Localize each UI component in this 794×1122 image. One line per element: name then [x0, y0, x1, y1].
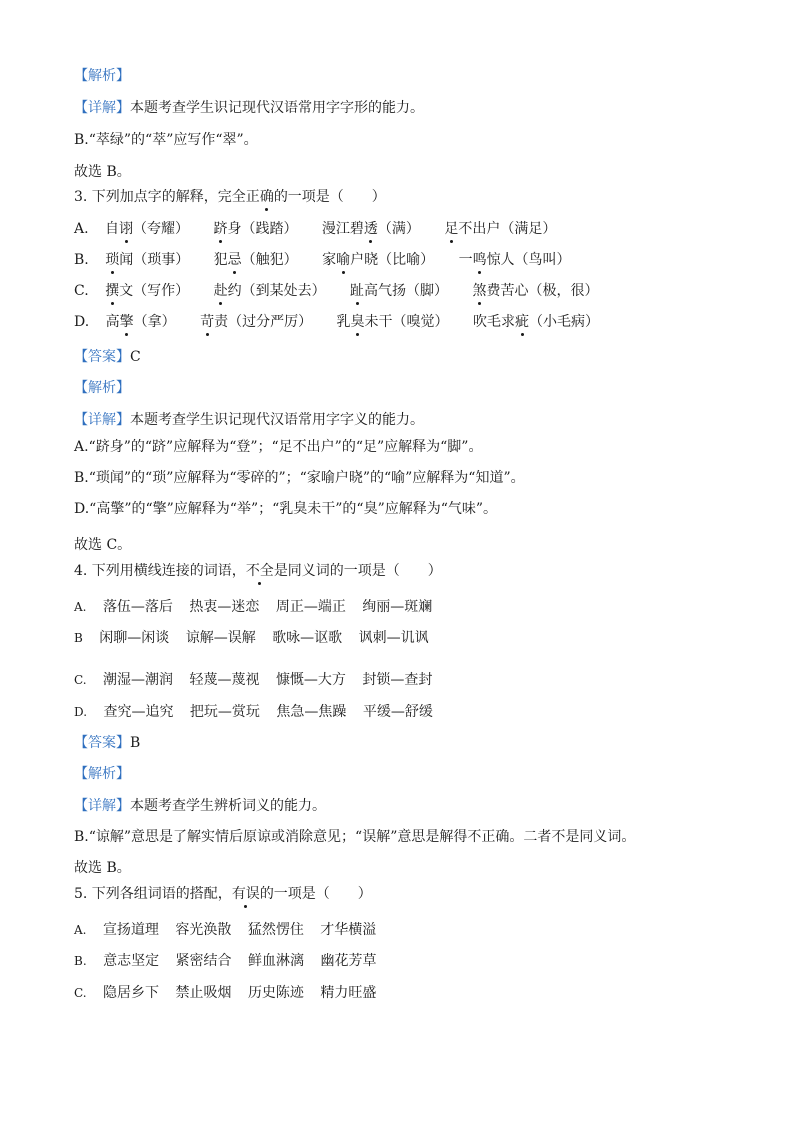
option-item: 焦急—焦躁: [276, 704, 347, 720]
option-item: 查究—追究: [103, 704, 174, 720]
option-item: 封锁—查封: [362, 672, 433, 688]
explanation-line: B.“谅解”意思是了解实情后原谅或消除意见；“误解”意思是解得不正确。二者不是同义词。: [74, 829, 636, 845]
option-item: 闲聊—闲谈: [99, 630, 170, 646]
option-item: 撰文（写作）: [105, 283, 190, 299]
question-3-stem: [74, 187, 386, 207]
analysis-tag: 【解析】: [74, 380, 130, 396]
option-item: 高擎（拿）: [105, 314, 176, 330]
option-item: 琐闻（琐事）: [105, 252, 190, 268]
option-label: C.: [74, 283, 89, 299]
detail-line: [74, 796, 326, 816]
option-item: 一鸣惊人（鸟叫）: [458, 252, 571, 268]
detail-text: 本题考查学生识记现代汉语常用字字义的能力。: [130, 412, 424, 428]
option-item: 历史陈迹: [247, 985, 304, 1001]
option-label: B.: [74, 252, 89, 268]
answer-tag: 【答案】: [74, 735, 130, 751]
stem-dotted: 有误: [231, 886, 260, 902]
option-item: 犯忌（触犯）: [213, 252, 298, 268]
option-item: 隐居乡下: [103, 985, 160, 1001]
q5-option-c: [74, 983, 376, 1003]
detail-text: 本题考查学生辨析词义的能力。: [130, 798, 326, 814]
option-item: 潮湿—潮润: [103, 672, 174, 688]
detail-tag: 【详解】: [74, 798, 130, 814]
option-label: C.: [74, 986, 87, 1000]
q5-option-b: [74, 951, 376, 971]
stem-post: 的一项是（ ）: [273, 189, 386, 205]
q3-option-a: [74, 219, 556, 239]
q4-answer-line: [74, 733, 140, 753]
option-label: A.: [74, 923, 87, 937]
option-item: 禁止吸烟: [175, 985, 232, 1001]
option-item: 慷慨—大方: [275, 672, 346, 688]
option-label: A.: [74, 600, 87, 614]
option-item: 鲜血淋漓: [248, 953, 304, 969]
stem-pre: 4. 下列用横线连接的词语，: [74, 563, 246, 579]
conclusion-line: 故选 B。: [74, 164, 131, 180]
option-item: 足不出户（满足）: [444, 221, 557, 237]
option-item: 绚丽—斑斓: [362, 599, 433, 615]
question-5-stem: [74, 884, 372, 904]
option-label: D.: [74, 314, 90, 330]
q3-option-b: [74, 250, 571, 270]
stem-pre: 5. 下列各组词语的搭配，: [74, 886, 232, 902]
detail-tag: 【详解】: [74, 412, 130, 428]
option-item: 精力旺盛: [320, 985, 377, 1001]
option-item: 容光涣散: [175, 922, 232, 938]
q4-option-b: [74, 628, 429, 648]
conclusion-line: 故选 C。: [74, 537, 132, 553]
question-4-stem: [74, 561, 442, 581]
option-item: 趾高气扬（脚）: [350, 283, 449, 299]
analysis-tag: 【解析】: [74, 68, 130, 84]
detail-line: [74, 98, 424, 118]
answer-tag: 【答案】: [74, 349, 130, 365]
option-item: 落伍—落后: [102, 599, 173, 615]
option-item: 自诩（夸耀）: [105, 221, 190, 237]
option-item: 热衷—迷恋: [189, 599, 260, 615]
option-item: 漫江碧透（满）: [321, 221, 420, 237]
option-label: B: [74, 631, 83, 645]
option-item: 轻蔑—蔑视: [189, 672, 260, 688]
stem-dotted: 不全: [245, 563, 274, 579]
option-item: 跻身（践踏）: [213, 221, 298, 237]
option-item: 才华横溢: [320, 922, 377, 938]
option-label: A.: [74, 221, 89, 237]
option-item: 幽花芳草: [320, 953, 377, 969]
q4-option-a: [74, 597, 432, 617]
option-item: 家喻户晓（比喻）: [322, 252, 435, 268]
option-item: 苛责（过分严厉）: [200, 314, 313, 330]
option-label: D.: [74, 705, 88, 719]
option-label: B.: [74, 954, 87, 968]
stem-post: 的一项是（ ）: [259, 886, 372, 902]
answer-value: C: [130, 349, 141, 365]
option-item: 吹毛求疵（小毛病）: [473, 314, 599, 330]
detail-tag: 【详解】: [74, 100, 130, 116]
option-item: 紧密结合: [175, 953, 232, 969]
answer-value: B: [130, 735, 141, 751]
option-item: 乳臭未干（嗅觉）: [336, 314, 449, 330]
option-item: 宣扬道理: [102, 922, 159, 938]
analysis-tag: 【解析】: [74, 766, 130, 782]
q3-option-d: [74, 312, 599, 332]
option-item: 谅解—误解: [185, 630, 256, 646]
option-item: 把玩—赏玩: [189, 704, 260, 720]
q4-option-d: [74, 702, 433, 722]
option-item: 意志坚定: [103, 953, 160, 969]
option-item: 猛然愣住: [247, 922, 304, 938]
stem-pre: 3. 下列加点字的解释，完全正: [74, 189, 260, 205]
option-item: 煞费苦心（极，很）: [472, 283, 599, 299]
explanation-line: B.“萃绿”的“萃”应写作“翠”。: [74, 132, 258, 148]
explanation-line: B.“琐闻”的“琐”应解释为“零碎的”；“家喻户晓”的“喻”应解释为“知道”。: [74, 470, 525, 486]
detail-text: 本题考查学生识记现代汉语常用字字形的能力。: [130, 100, 424, 116]
explanation-line: D.“高擎”的“擎”应解释为“举”；“乳臭未干”的“臭”应解释为“气味”。: [74, 501, 498, 517]
detail-line: [74, 410, 424, 430]
option-item: 周正—端正: [275, 599, 346, 615]
q3-answer-line: [74, 347, 141, 367]
option-item: 歌咏—讴歌: [272, 630, 343, 646]
explanation-line: A.“跻身”的“跻”应解释为“登”；“足不出户”的“足”应解释为“脚”。: [74, 439, 483, 455]
option-item: 讽刺—讥讽: [358, 630, 429, 646]
stem-dotted: 确: [259, 189, 274, 205]
q5-option-a: [74, 920, 376, 940]
option-item: 平缓—舒缓: [362, 704, 433, 720]
q4-option-c: [74, 670, 432, 690]
option-label: C.: [74, 673, 87, 687]
q3-option-c: [74, 281, 598, 301]
conclusion-line: 故选 B。: [74, 860, 131, 876]
option-item: 赴约（到某处去）: [213, 283, 326, 299]
stem-post: 是同义词的一项是（ ）: [273, 563, 442, 579]
